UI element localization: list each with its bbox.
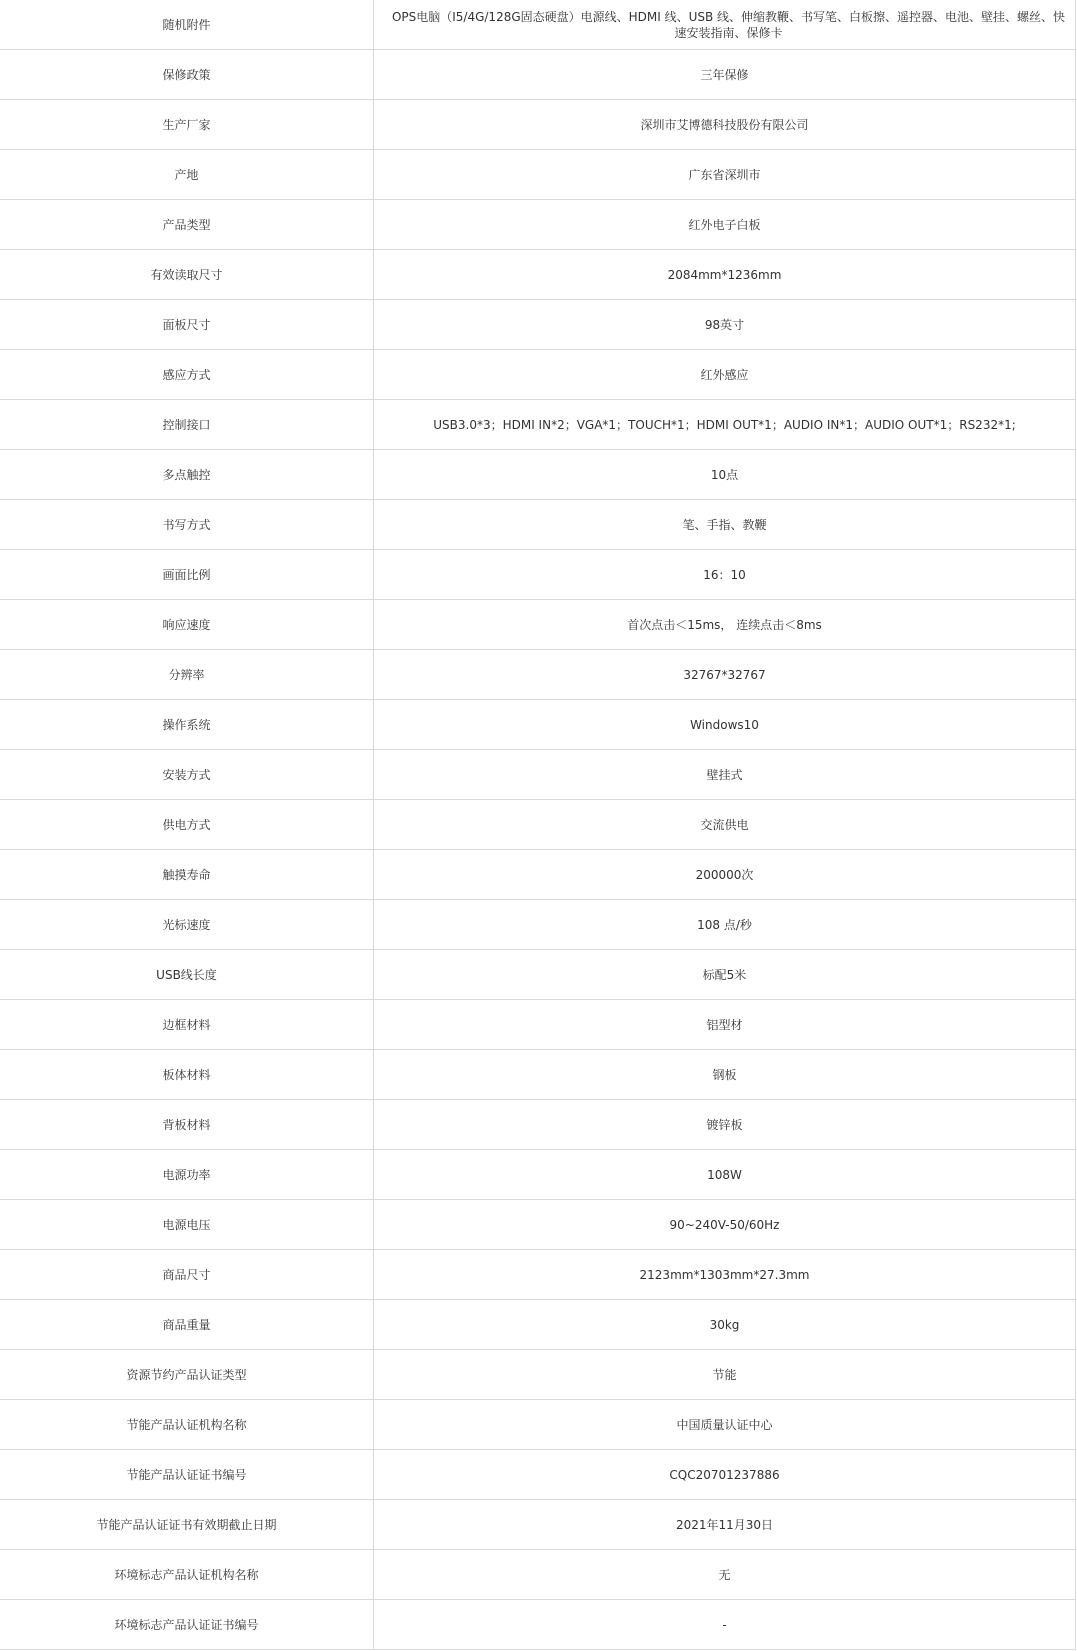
spec-value: 三年保修	[374, 50, 1076, 100]
spec-value: USB3.0*3；HDMI IN*2；VGA*1；TOUCH*1；HDMI OUT*1；AUDIO IN*1；AUDIO OUT*1；RS232*1;	[374, 400, 1076, 450]
table-row	[0, 200, 1076, 250]
table-row	[0, 400, 1076, 450]
table-row	[0, 250, 1076, 300]
spec-value: 108W	[374, 1150, 1076, 1200]
table-row	[0, 300, 1076, 350]
spec-value: 首次点击＜15ms， 连续点击＜8ms	[374, 600, 1076, 650]
spec-value: 200000次	[374, 850, 1076, 900]
spec-value: CQC20701237886	[374, 1450, 1076, 1500]
spec-value: 2021年11月30日	[374, 1500, 1076, 1550]
table-row	[0, 850, 1076, 900]
spec-label: 画面比例	[0, 550, 374, 600]
table-row	[0, 1450, 1076, 1500]
spec-label: 触摸寿命	[0, 850, 374, 900]
spec-label: 环境标志产品认证机构名称	[0, 1550, 374, 1600]
table-row	[0, 1100, 1076, 1150]
table-row	[0, 1250, 1076, 1300]
spec-value: 2084mm*1236mm	[374, 250, 1076, 300]
table-row	[0, 700, 1076, 750]
spec-label: 电源电压	[0, 1200, 374, 1250]
spec-value: 30kg	[374, 1300, 1076, 1350]
spec-label: 节能产品认证证书编号	[0, 1450, 374, 1500]
spec-value: 深圳市艾博德科技股份有限公司	[374, 100, 1076, 150]
spec-label: 供电方式	[0, 800, 374, 850]
spec-label: 环境标志产品认证证书编号	[0, 1600, 374, 1650]
table-row	[0, 100, 1076, 150]
spec-value: 笔、手指、教鞭	[374, 500, 1076, 550]
spec-value: 镀锌板	[374, 1100, 1076, 1150]
table-row	[0, 1300, 1076, 1350]
spec-value: 钢板	[374, 1050, 1076, 1100]
table-row	[0, 1350, 1076, 1400]
table-row	[0, 500, 1076, 550]
spec-label: 随机附件	[0, 0, 374, 50]
table-row	[0, 350, 1076, 400]
spec-value: 广东省深圳市	[374, 150, 1076, 200]
spec-value: -	[374, 1600, 1076, 1650]
spec-value: Windows10	[374, 700, 1076, 750]
table-row	[0, 800, 1076, 850]
spec-label: 板体材料	[0, 1050, 374, 1100]
spec-label: 面板尺寸	[0, 300, 374, 350]
spec-label: 光标速度	[0, 900, 374, 950]
spec-label: 节能产品认证机构名称	[0, 1400, 374, 1450]
spec-label: 安装方式	[0, 750, 374, 800]
table-row	[0, 900, 1076, 950]
table-row	[0, 750, 1076, 800]
spec-value-text: OPS电脑（I5/4G/128G固态硬盘）电源线、HDMI 线、USB 线、伸缩教鞭、书写笔、白板擦、遥控器、电池、壁挂、螺丝、快速安装指南、保修卡	[391, 10, 1066, 40]
table-row	[0, 450, 1076, 500]
spec-label: 分辨率	[0, 650, 374, 700]
table-row	[0, 1600, 1076, 1650]
spec-value: 标配5米	[374, 950, 1076, 1000]
spec-label: 商品尺寸	[0, 1250, 374, 1300]
spec-label: 有效读取尺寸	[0, 250, 374, 300]
spec-label: 保修政策	[0, 50, 374, 100]
spec-label: 边框材料	[0, 1000, 374, 1050]
spec-value: 无	[374, 1550, 1076, 1600]
spec-label: 生产厂家	[0, 100, 374, 150]
spec-label: 书写方式	[0, 500, 374, 550]
spec-label: 响应速度	[0, 600, 374, 650]
table-row	[0, 600, 1076, 650]
spec-label: 控制接口	[0, 400, 374, 450]
spec-label: 产品类型	[0, 200, 374, 250]
table-row	[0, 550, 1076, 600]
table-row	[0, 1200, 1076, 1250]
spec-value: 2123mm*1303mm*27.3mm	[374, 1250, 1076, 1300]
spec-label: 操作系统	[0, 700, 374, 750]
table-row	[0, 1050, 1076, 1100]
table-row	[0, 1400, 1076, 1450]
table-row	[0, 1000, 1076, 1050]
spec-value: 98英寸	[374, 300, 1076, 350]
table-row	[0, 650, 1076, 700]
spec-value: 交流供电	[374, 800, 1076, 850]
spec-label: 资源节约产品认证类型	[0, 1350, 374, 1400]
table-row	[0, 1500, 1076, 1550]
spec-value: 16：10	[374, 550, 1076, 600]
spec-label: 节能产品认证证书有效期截止日期	[0, 1500, 374, 1550]
spec-value: 32767*32767	[374, 650, 1076, 700]
table-row	[0, 50, 1076, 100]
table-row	[0, 1550, 1076, 1600]
table-row	[0, 1150, 1076, 1200]
spec-value: 节能	[374, 1350, 1076, 1400]
spec-value: 中国质量认证中心	[374, 1400, 1076, 1450]
spec-label: 背板材料	[0, 1100, 374, 1150]
table-row	[0, 950, 1076, 1000]
spec-label: 电源功率	[0, 1150, 374, 1200]
spec-value: 108 点/秒	[374, 900, 1076, 950]
spec-value: 90~240V-50/60Hz	[374, 1200, 1076, 1250]
table-row	[0, 0, 1076, 50]
spec-label: 商品重量	[0, 1300, 374, 1350]
spec-label: 多点触控	[0, 450, 374, 500]
spec-label: 产地	[0, 150, 374, 200]
spec-label: 感应方式	[0, 350, 374, 400]
spec-value: 10点	[374, 450, 1076, 500]
spec-value: 壁挂式	[374, 750, 1076, 800]
table-row	[0, 150, 1076, 200]
spec-value: 红外电子白板	[374, 200, 1076, 250]
spec-value: 红外感应	[374, 350, 1076, 400]
spec-label: USB线长度	[0, 950, 374, 1000]
spec-value: 铝型材	[374, 1000, 1076, 1050]
spec-value	[374, 0, 1076, 50]
